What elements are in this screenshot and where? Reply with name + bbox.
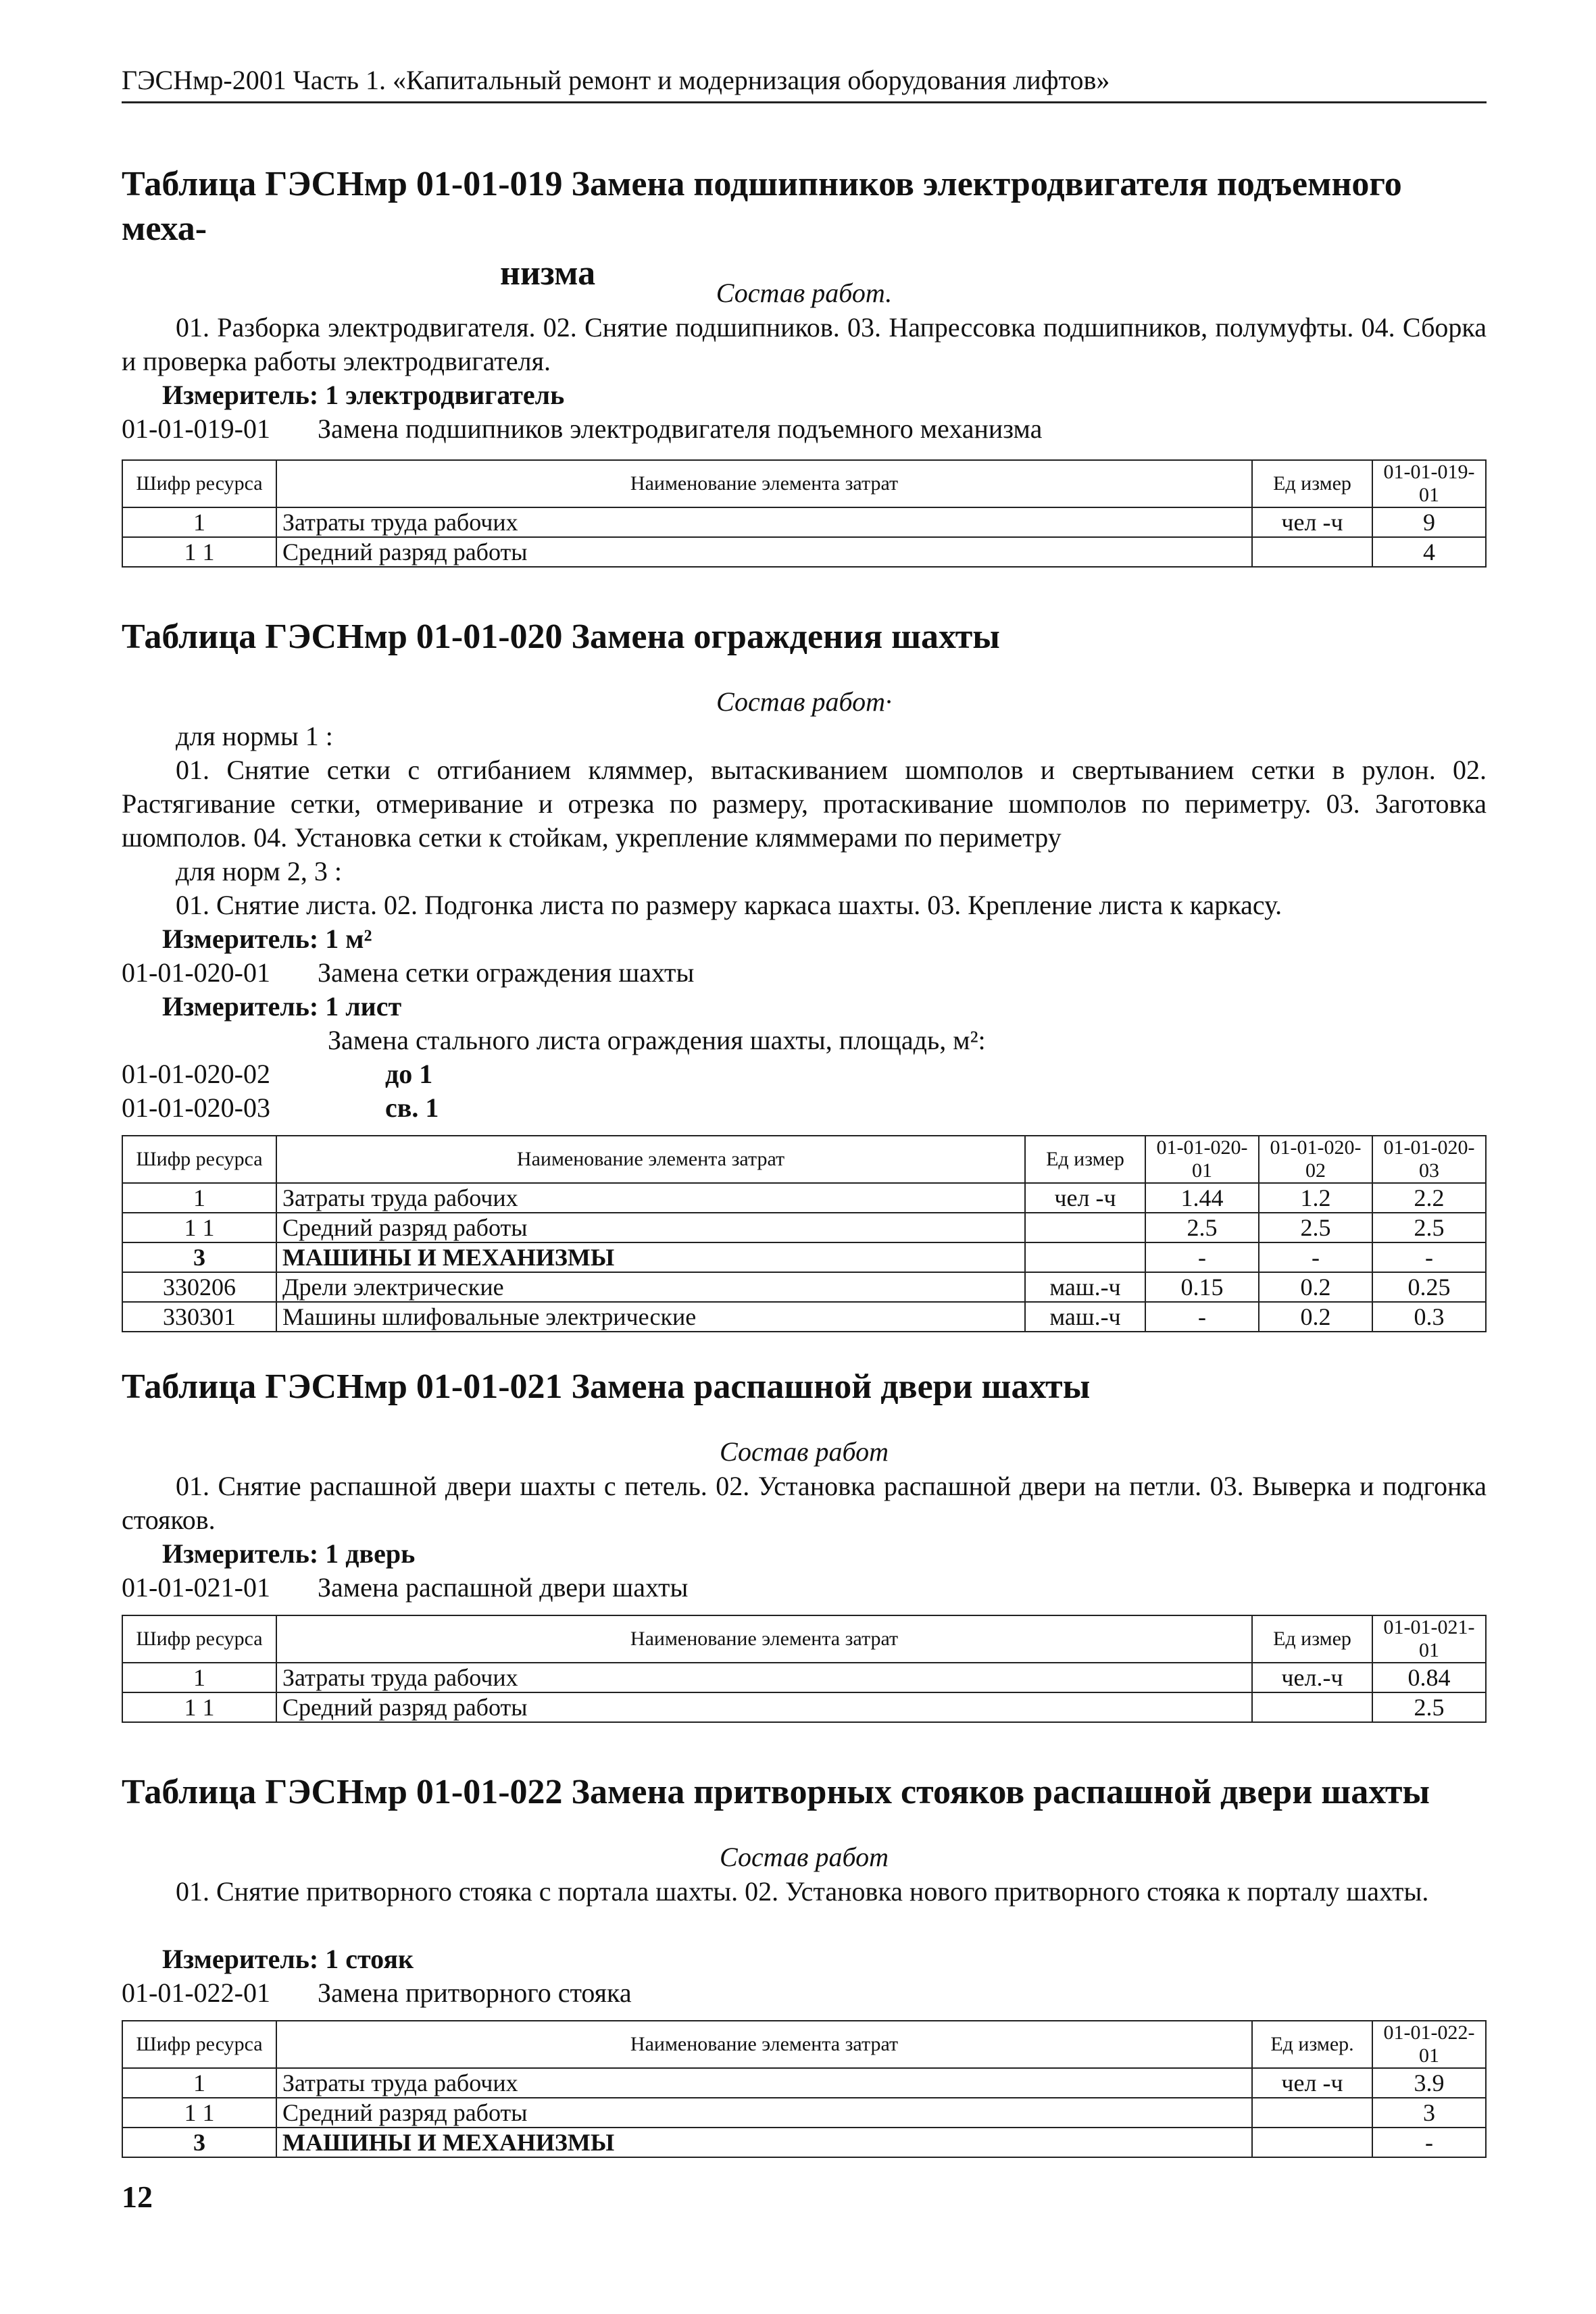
measure-label: Измеритель: [162,924,319,954]
table-021-sostav-heading: Состав работ [720,1436,889,1467]
cell-code: 1 [122,2068,276,2098]
measure-label: Измеритель: [162,991,319,1022]
table-019-title-line1: Таблица ГЭСНмр 01-01-019 Замена подшипников электродвигателя подъемного меха- [122,165,1402,248]
cell-unit: маш.-ч [1025,1302,1145,1332]
table-020-title: Таблица ГЭСНмр 01-01-020 Замена ограждения шахты [122,618,1000,656]
header-cell: Ед измер [1025,1136,1145,1183]
measure-value: 1 электродвигатель [325,380,565,410]
table-header-row [122,1136,1486,1183]
table-row [122,1692,1486,1722]
norm-name: Замена подшипников электродвигателя подъемного механизма [317,413,1043,444]
cell-name: МАШИНЫ И МЕХАНИЗМЫ [276,1242,1025,1272]
table-021-code-line [122,1571,688,1605]
header-cell: Наименование элемента затрат [276,460,1252,507]
cell-value: - [1372,2128,1486,2157]
header-cell: 01-01-022-01 [1372,2021,1486,2068]
cell-value: 9 [1372,507,1486,537]
cell-value: - [1145,1302,1259,1332]
cell-code: 1 [122,1663,276,1692]
cell-name: Затраты труда рабочих [276,1183,1025,1213]
cell-unit: чел.-ч [1252,1663,1372,1692]
running-header: ГЭСНмр-2001 Часть 1. «Капитальный ремонт и модернизация оборудования лифтов» [122,64,1487,103]
measure-value: 1 стояк [325,1944,414,1974]
cell-value: 1.44 [1145,1183,1259,1213]
header-cell: 01-01-021-01 [1372,1615,1486,1663]
table-020-code-line-3 [122,1091,439,1125]
cell-value: 3.9 [1372,2068,1486,2098]
cell-value: 4 [1372,537,1486,567]
cell-unit: чел -ч [1252,507,1372,537]
cell-name: Дрели электрические [276,1272,1025,1302]
norm-name: св. 1 [385,1092,439,1123]
cell-unit: чел -ч [1025,1183,1145,1213]
cell-value: 2.2 [1372,1183,1486,1213]
header-cell: Шифр ресурса [122,1615,276,1663]
table-row [122,1242,1486,1272]
measure-label: Измеритель: [162,1944,319,1974]
table-row [122,2098,1486,2128]
table-020-subheading: Замена стального листа ограждения шахты, площадь, м²: [328,1025,986,1055]
cell-code: 330206 [122,1272,276,1302]
table-022-sostav-heading: Состав работ [720,1842,889,1872]
norm-code: 01-01-020-01 [122,957,270,988]
cell-value: 0.25 [1372,1272,1486,1302]
cell-code: 3 [122,2128,276,2157]
norm23-label: для норм 2, 3 : [176,856,342,886]
table-021 [122,1615,1487,1723]
cell-unit [1025,1242,1145,1272]
header-cell: Ед измер [1252,1615,1372,1663]
header-cell: 01-01-019-01 [1372,460,1486,507]
norm-code: 01-01-019-01 [122,413,270,444]
cell-value: 0.3 [1372,1302,1486,1332]
cell-name: Средний разряд работы [276,537,1252,567]
header-cell: Ед измер. [1252,2021,1372,2068]
header-cell: Наименование элемента затрат [276,2021,1252,2068]
cell-unit [1252,537,1372,567]
cell-name: Затраты труда рабочих [276,1663,1252,1692]
norm-code: 01-01-021-01 [122,1572,270,1603]
table-020-measure-1 [162,922,372,956]
norm-code: 01-01-022-01 [122,1978,270,2008]
cell-name: Средний разряд работы [276,2098,1252,2128]
cell-unit [1025,1213,1145,1242]
cell-code: 1 [122,507,276,537]
table-row [122,2128,1486,2157]
table-020-measure-2 [162,990,401,1024]
norm23-text: 01. Снятие листа. 02. Подгонка листа по размеру каркаса шахты. 03. Крепление листа к каркасу. [176,890,1282,920]
norm-name: Замена притворного стояка [317,1978,632,2008]
header-cell: Ед измер [1252,460,1372,507]
table-row [122,507,1486,537]
table-row [122,1663,1486,1692]
cell-value: 2.5 [1259,1213,1372,1242]
table-row [122,1213,1486,1242]
cell-value: 0.2 [1259,1302,1372,1332]
cell-unit [1252,1692,1372,1722]
table-019 [122,459,1487,568]
table-019-measure [162,378,564,412]
cell-name: Средний разряд работы [276,1213,1025,1242]
cell-code: 1 1 [122,1213,276,1242]
norm-code: 01-01-020-02 [122,1059,270,1089]
page-number: 12 [122,2180,153,2214]
cell-code: 1 1 [122,1692,276,1722]
table-022-measure [162,1942,414,1976]
measure-label: Измеритель: [162,380,319,410]
norm1-label: для нормы 1 : [176,721,333,751]
cell-name: Средний разряд работы [276,1692,1252,1722]
cell-code: 1 [122,1183,276,1213]
norm-name: до 1 [385,1059,433,1089]
table-row [122,1183,1486,1213]
table-022-code-line [122,1976,632,2010]
table-header-row [122,1615,1486,1663]
table-header-row [122,2021,1486,2068]
cell-value: 0.2 [1259,1272,1372,1302]
table-019-sostav-heading: Состав работ. [716,278,893,308]
table-022-work-text: 01. Снятие притворного стояка с портала шахты. 02. Установка нового притворного стояка к порталу шахты. [176,1876,1429,1907]
header-cell: Наименование элемента затрат [276,1615,1252,1663]
cell-unit: чел -ч [1252,2068,1372,2098]
measure-value: 1 дверь [325,1538,416,1569]
table-row [122,2068,1486,2098]
cell-code: 1 1 [122,537,276,567]
cell-value: - [1145,1242,1259,1272]
table-row [122,1302,1486,1332]
measure-label: Измеритель: [162,1538,319,1569]
header-cell: Шифр ресурса [122,2021,276,2068]
cell-unit [1252,2128,1372,2157]
cell-value: - [1259,1242,1372,1272]
table-row [122,1272,1486,1302]
norm-name: Замена распашной двери шахты [317,1572,689,1603]
cell-value: 0.15 [1145,1272,1259,1302]
measure-value: 1 м² [325,924,372,954]
cell-value: - [1372,1242,1486,1272]
table-021-work-text: 01. Снятие распашной двери шахты с петель. 02. Установка распашной двери на петли. 03. Выверка и подгонка стояков. [122,1471,1487,1535]
table-020-sostav-heading: Состав работ· [716,686,892,717]
table-019-work-text: 01. Разборка электродвигателя. 02. Снятие подшипников. 03. Напрессовка подшипников, полумуфты. 04. Сборка и проверка работы электродвигателя. [122,312,1487,376]
header-cell: Шифр ресурса [122,460,276,507]
table-020-code-line-1 [122,956,694,990]
cell-name: Машины шлифовальные электрические [276,1302,1025,1332]
cell-code: 330301 [122,1302,276,1332]
table-020-code-line-2 [122,1057,433,1091]
cell-code: 1 1 [122,2098,276,2128]
table-022-title: Таблица ГЭСНмр 01-01-022 Замена притворных стояков распашной двери шахты [122,1773,1430,1811]
measure-value: 1 лист [325,991,402,1022]
table-022 [122,2020,1487,2158]
table-row [122,537,1486,567]
cell-value: 2.5 [1372,1692,1486,1722]
header-cell: 01-01-020-02 [1259,1136,1372,1183]
header-cell: Шифр ресурса [122,1136,276,1183]
cell-unit: маш.-ч [1025,1272,1145,1302]
table-020 [122,1135,1487,1332]
table-021-measure [162,1537,415,1571]
table-019-code-line [122,412,1042,446]
cell-value: 3 [1372,2098,1486,2128]
norm1-text: 01. Снятие сетки с отгибанием кляммер, вытаскиванием шомполов и свертыванием сетки в рулон. 02. Растягивание сетки, отмеривание и отрезка по размеру, протаскивание шомполов по периметру. 03. Заготовка шомполов. 04. Установка сетки к стойкам, укрепление кляммерами по периметру [122,755,1487,853]
cell-code: 3 [122,1242,276,1272]
cell-name: Затраты труда рабочих [276,2068,1252,2098]
header-cell: Наименование элемента затрат [276,1136,1025,1183]
table-019-title-line2: низма [500,254,596,293]
header-cell: 01-01-020-03 [1372,1136,1486,1183]
cell-value: 1.2 [1259,1183,1372,1213]
table-021-title: Таблица ГЭСНмр 01-01-021 Замена распашной двери шахты [122,1367,1091,1406]
table-header-row [122,460,1486,507]
cell-name: Затраты труда рабочих [276,507,1252,537]
norm-code: 01-01-020-03 [122,1092,270,1123]
cell-value: 2.5 [1372,1213,1486,1242]
cell-value: 2.5 [1145,1213,1259,1242]
table-019-title [122,162,1487,296]
cell-name: МАШИНЫ И МЕХАНИЗМЫ [276,2128,1252,2157]
norm-name: Замена сетки ограждения шахты [317,957,695,988]
header-cell: 01-01-020-01 [1145,1136,1259,1183]
cell-unit [1252,2098,1372,2128]
cell-value: 0.84 [1372,1663,1486,1692]
